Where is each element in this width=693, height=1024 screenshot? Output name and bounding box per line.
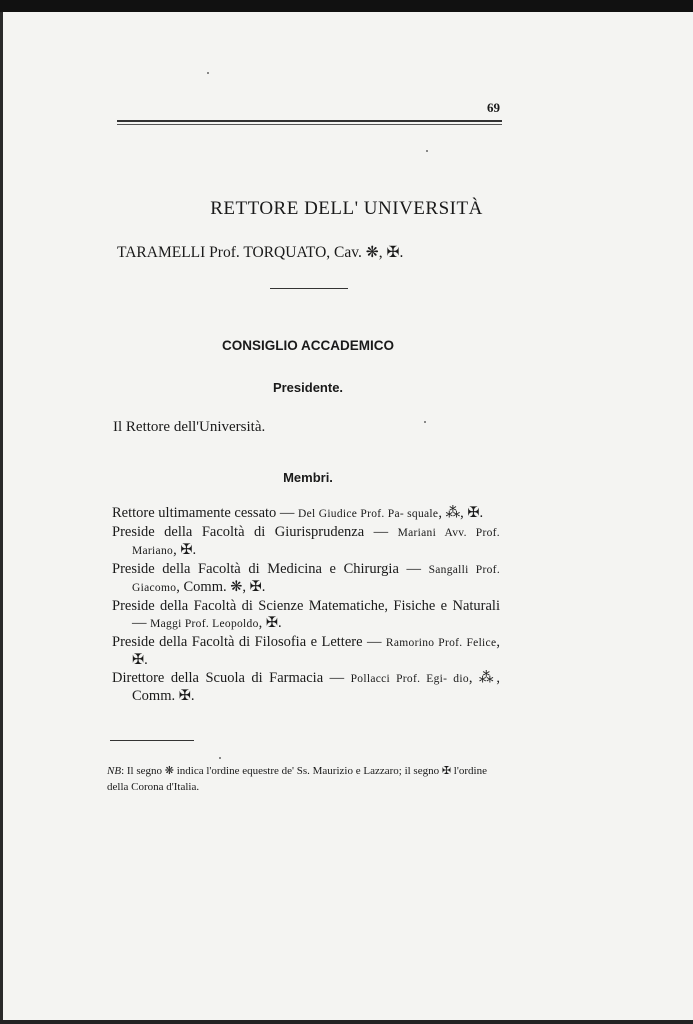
header-rule-thin <box>117 124 502 125</box>
president-heading: Presidente. <box>272 380 344 395</box>
member-entry <box>112 670 500 706</box>
rector-line: TARAMELLI Prof. TORQUATO, Cav. ❋, ✠. <box>117 244 404 261</box>
section-divider <box>270 288 348 289</box>
member-role: Direttore della Scuola di Farmacia — <box>112 669 351 686</box>
scan-speck <box>207 72 209 74</box>
header-rule <box>117 120 502 122</box>
member-role: Rettore ultimamente cessato — <box>112 505 299 521</box>
member-honors: , ⁂, Comm. ✠. <box>132 669 500 704</box>
member-role: Preside della Facoltà di Medicina e Chirurgia — <box>112 560 429 577</box>
member-role: Preside della Facoltà di Scienze Matematiche, Fisiche e Naturali — <box>112 597 500 631</box>
footnote-label: NB <box>107 765 122 777</box>
footnote-rule <box>110 740 194 741</box>
member-entry <box>112 634 500 670</box>
president-text: Il Rettore dell'Università. <box>113 419 266 435</box>
member-name: Mariani Avv. Prof. Mariano <box>132 526 500 557</box>
member-role: Preside della Facoltà di Giurisprudenza — <box>112 523 398 540</box>
scan-speck <box>424 421 426 423</box>
scan-left-edge <box>0 12 3 1024</box>
member-entry <box>112 505 500 524</box>
scan-bottom-edge <box>0 1020 693 1024</box>
member-name: Ramorino Prof. Felice <box>385 636 497 649</box>
member-name: Del Giudice Prof. Pa- squale <box>298 508 439 520</box>
member-honors: , ✠. <box>132 633 500 668</box>
footnote-text: : Il segno ❋ indica l'ordine equestre de' Ss. Maurizio e Lazzaro; il segno ✠ l'ordine della Corona d'Italia. <box>107 765 487 793</box>
member-entry <box>112 561 500 598</box>
member-honors: , Comm. ❋, ✠. <box>176 579 266 595</box>
member-entry <box>112 524 500 561</box>
scan-speck <box>219 757 221 759</box>
members-heading: Membri. <box>283 470 333 485</box>
section-heading: CONSIGLIO ACCADEMICO <box>222 338 394 353</box>
scan-top-border <box>0 0 693 12</box>
scan-speck <box>426 150 428 152</box>
page-title: RETTORE DELL' UNIVERSITÀ <box>210 198 483 219</box>
footnote <box>107 763 499 795</box>
member-role: Preside della Facoltà di Filosofia e Lettere — <box>112 633 386 650</box>
member-name: Pollacci Prof. Egi- dio <box>350 672 469 685</box>
member-honors: , ⁂, ✠. <box>438 505 484 521</box>
members-list <box>112 505 500 706</box>
page-number: 69 <box>487 100 500 115</box>
member-entry <box>112 598 500 634</box>
member-honors: , ✠. <box>258 615 282 631</box>
member-name: Sangalli Prof. Giacomo <box>132 563 500 594</box>
member-name: Maggi Prof. Leopoldo <box>150 618 259 630</box>
member-honors: , ✠. <box>173 542 197 558</box>
